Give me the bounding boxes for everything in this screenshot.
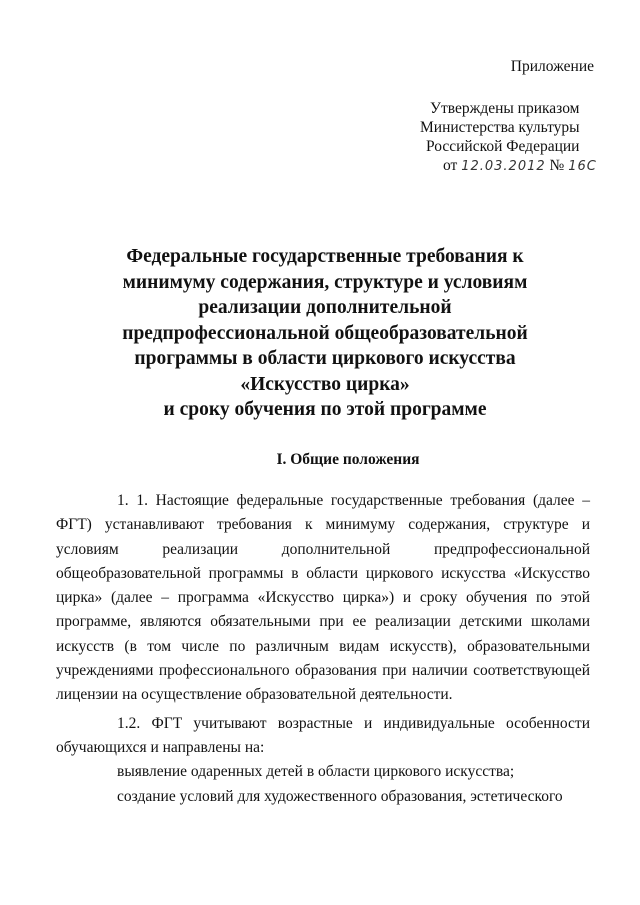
- order-line: [420, 156, 597, 176]
- order-date-handwritten: 12.03.2012: [461, 159, 546, 174]
- document-title: [60, 244, 590, 423]
- approval-line: Российской Федерации: [426, 138, 580, 155]
- paragraph-1-2: 1.2. ФГТ учитывают возрастные и индивидуальные особенности обучающихся и направлены на:: [56, 714, 590, 756]
- list-item: создание условий для художественного образования, эстетического: [117, 787, 563, 805]
- appendix-label: Приложение: [510, 58, 594, 75]
- order-number-handwritten: 16С: [568, 159, 597, 174]
- paragraph-1-1: 1. 1. Настоящие федеральные государственные требования (далее – ФГТ) устанавливают требования к минимуму содержания, структуре и условиям реализации дополнительной предпрофессиональной общеобразовательной программы в области циркового искусства «Искусство цирка» (далее – программа «Искусство цирка») и сроку обучения по этой программе, являются обязательными при ее реализации детскими школами искусств (в том числе по различным видам искусств), образовательными учреждениями профессионального образования при наличии соответствующей лицензии на осуществление образовательной деятельности.: [56, 492, 590, 704]
- body-text: [56, 489, 590, 809]
- title-line: реализации дополнительной: [198, 297, 452, 318]
- title-line: программы в области циркового искусства: [134, 348, 516, 369]
- title-line: минимуму содержания, структуре и условиям: [122, 271, 528, 293]
- list-item: выявление одаренных детей в области циркового искусства;: [117, 763, 515, 781]
- order-number-label: №: [549, 157, 565, 174]
- title-line: предпрофессиональной общеобразовательной: [122, 322, 528, 344]
- title-line: и сроку обучения по этой программе: [163, 399, 487, 420]
- section-heading: I. Общие положения: [276, 451, 420, 468]
- approval-line: Министерства культуры: [420, 119, 580, 136]
- order-prefix: от: [443, 157, 458, 174]
- title-line: «Искусство цирка»: [240, 373, 410, 395]
- approval-line: Утверждены приказом: [430, 100, 580, 117]
- title-line: Федеральные государственные требования к: [126, 246, 524, 267]
- approval-block: [420, 99, 597, 176]
